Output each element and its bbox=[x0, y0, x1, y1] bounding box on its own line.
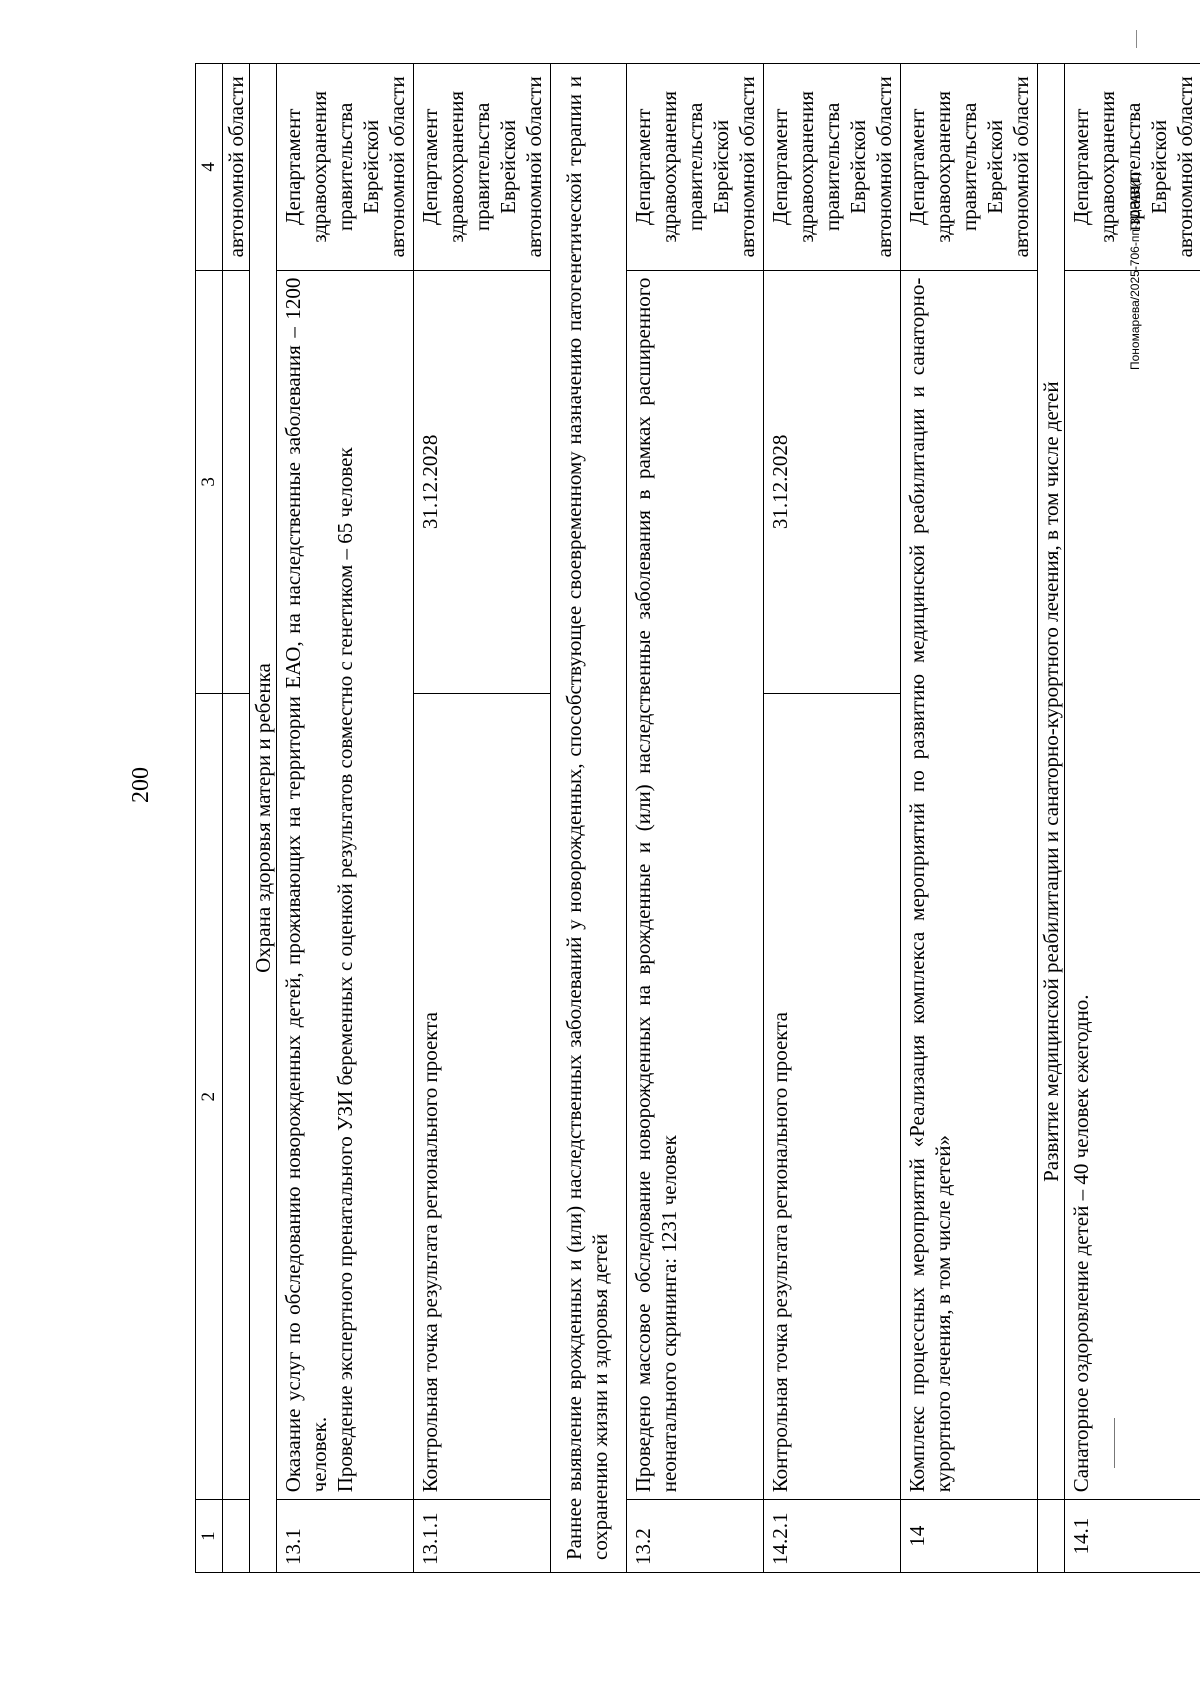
header-col-4: 4 bbox=[196, 64, 223, 271]
row-deadline: 31.12.2028 bbox=[764, 270, 901, 693]
header-col-2: 2 bbox=[196, 694, 223, 1500]
row-description bbox=[277, 270, 414, 1500]
row-department: Департамент здравоохранения правительства Еврейской автономной области bbox=[1065, 64, 1200, 271]
row-number: 13.1.1 bbox=[414, 1500, 551, 1573]
row-description: Контрольная точка результата регионального проекта bbox=[764, 694, 901, 1500]
row-department: Департамент здравоохранения правительства Еврейской автономной области bbox=[414, 64, 551, 271]
row-department: Департамент здравоохранения правительства Еврейской автономной области bbox=[277, 64, 414, 271]
row-description-part-2: Проведение экспертного пренатального УЗИ беременных с оценкой результатов совместно с генетиком – 65 человек bbox=[333, 447, 357, 1493]
cell-empty bbox=[223, 694, 250, 1500]
row-description: Проведено массовое обследование новорожденных на врожденные и (или) наследственные заболевания в рамках расширенного неонатального скрининга: 1231 человек bbox=[627, 270, 764, 1500]
task-row-early-detection bbox=[551, 64, 627, 1573]
row-number: 13.1 bbox=[277, 1500, 414, 1573]
row-deadline: 31.12.2028 bbox=[414, 270, 551, 693]
row-department: Департамент здравоохранения правительства Еврейской автономной области bbox=[901, 64, 1038, 271]
row-department: Департамент здравоохранения правительства Еврейской автономной области bbox=[627, 64, 764, 271]
table-row-13-1-1 bbox=[414, 64, 551, 1573]
task-description: Раннее выявление врожденных и (или) наследственных заболеваний у новорожденных, способствующее своевременному назначению патогенетической терапии и сохранению жизни и здоровья детей bbox=[551, 64, 627, 1573]
row-description-part-1: Оказание услуг по обследованию новорожденных детей, проживающих на территории ЕАО, на наследственные заболевания – 1200 человек. bbox=[281, 277, 331, 1493]
cell-empty bbox=[223, 270, 250, 693]
row-description: Санаторное оздоровление детей – 40 человек ежегодно. bbox=[1065, 270, 1200, 1500]
measures-table bbox=[195, 63, 1200, 1573]
document-code: Пономарева/2025-706-пп-ЗДРАВ(1) bbox=[1128, 171, 1142, 370]
row-number: 14 bbox=[901, 1500, 1038, 1573]
header-col-3: 3 bbox=[196, 270, 223, 693]
cell-continuation-text: автономной области bbox=[223, 64, 250, 271]
table-row-14-1 bbox=[1065, 64, 1200, 1573]
cell-empty bbox=[223, 1500, 250, 1573]
page-number: 200 bbox=[128, 767, 154, 803]
table-header-row bbox=[196, 64, 223, 1573]
table-row-13-2 bbox=[627, 64, 764, 1573]
table-row-continuation bbox=[223, 64, 250, 1573]
scan-artifact-line bbox=[1136, 30, 1137, 48]
section-title: Охрана здоровья матери и ребенка bbox=[250, 64, 277, 1573]
table-row-13-1 bbox=[277, 64, 414, 1573]
row-description: Контрольная точка результата регионального проекта bbox=[414, 694, 551, 1500]
section-title: Развитие медицинской реабилитации и санаторно-курортного лечения, в том числе детей bbox=[1038, 64, 1065, 1500]
row-department: Департамент здравоохранения правительства Еврейской автономной области bbox=[764, 64, 901, 271]
table-row-14 bbox=[901, 64, 1038, 1573]
section-row-mother-child bbox=[250, 64, 277, 1573]
row-number: 14.1 bbox=[1065, 1500, 1200, 1573]
header-col-1: 1 bbox=[196, 1500, 223, 1573]
section-row-rehabilitation bbox=[1038, 64, 1065, 1573]
row-number: 14.2.1 bbox=[764, 1500, 901, 1573]
table-row-14-2-1 bbox=[764, 64, 901, 1573]
row-description: Комплекс процессных мероприятий «Реализация комплекса мероприятий по развитию медицинской реабилитации и санаторно-курортного лечения, в том числе детей» bbox=[901, 270, 1038, 1500]
cell-empty bbox=[1038, 1500, 1065, 1573]
row-number: 13.2 bbox=[627, 1500, 764, 1573]
